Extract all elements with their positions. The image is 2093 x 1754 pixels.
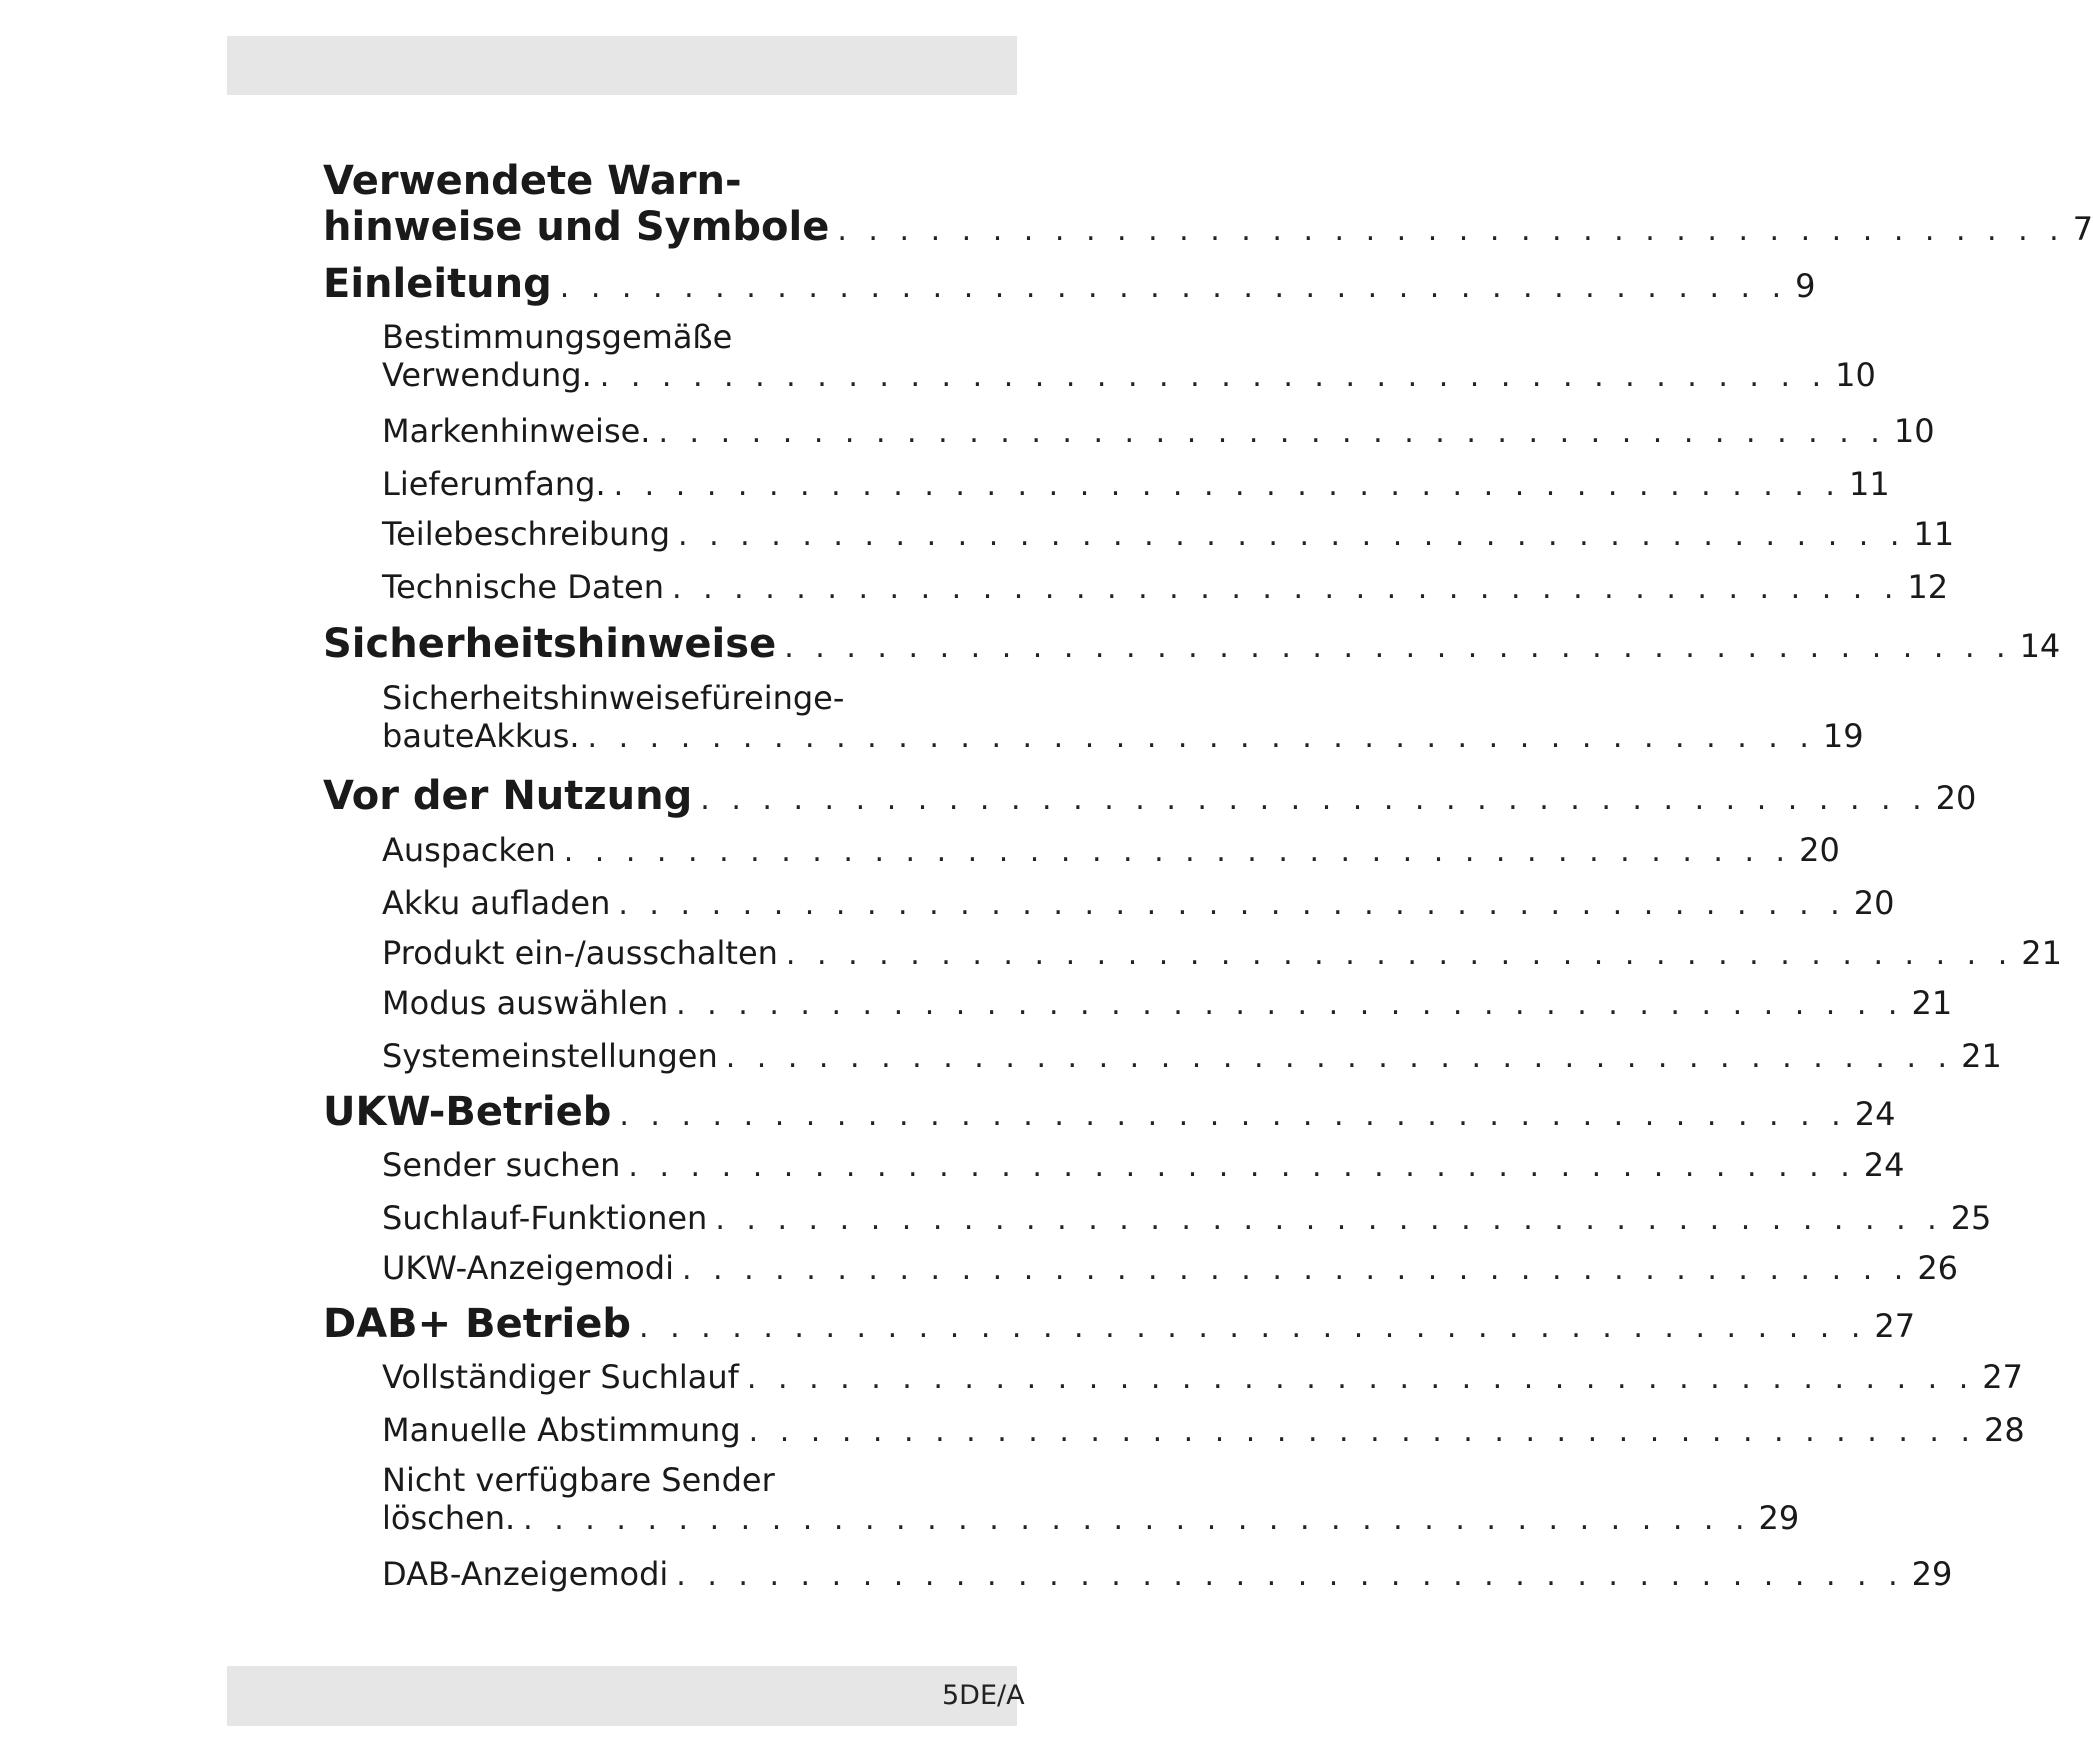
- toc-page-number: 24: [1863, 1146, 1905, 1184]
- toc-entry-teilebeschreibung[interactable]: [382, 515, 1955, 553]
- toc-page-number: 10: [1893, 412, 1935, 450]
- toc-leader-dots: . . . . . . . . . . . . . . . . . . . . . . . . . . . . . . . . . . . . . . . .: [837, 213, 2065, 248]
- toc-entry-title: löschen.: [382, 1499, 516, 1537]
- toc-entry-dab-betrieb[interactable]: [323, 1301, 1916, 1347]
- toc-leader-dots: . . . . . . . . . . . . . . . . . . . . . . . . . . . . . . . . . . . . . . . .: [746, 1361, 1975, 1396]
- toc-page-number: 20: [1935, 779, 1977, 817]
- toc-entry-title: Suchlauf-Funktionen: [382, 1199, 708, 1237]
- toc-entry-title: DAB-Anzeigemodi: [382, 1555, 669, 1593]
- toc-entry-title: Lieferumfang.: [382, 465, 606, 503]
- toc-page-number: 21: [2021, 934, 2062, 972]
- header-bar: [227, 36, 1017, 95]
- toc-entry-ukw-betrieb[interactable]: [323, 1089, 1896, 1135]
- toc-leader-dots: . . . . . . . . . . . . . . . . . . . . . . . . . . . . . . . . . . . . . . . .: [613, 468, 1841, 503]
- toc-entry-title: Systemeinstellungen: [382, 1037, 718, 1075]
- toc-page-number: 19: [1822, 717, 1864, 755]
- toc-entry-title: Technische Daten: [382, 568, 665, 606]
- toc-entry-title: Einleitung: [323, 261, 552, 307]
- toc-page-number: 28: [1984, 1411, 2025, 1449]
- toc-leader-dots: . . . . . . . . . . . . . . . . . . . . . . . . . . . . . . . . . . . . . . . .: [678, 518, 1906, 553]
- toc-entry-title: Markenhinweise.: [382, 412, 651, 450]
- toc-entry-markenhinweise[interactable]: [382, 412, 1935, 450]
- toc-page-number: 20: [1799, 831, 1840, 869]
- toc-entry-title: bauteAkkus.: [382, 717, 580, 755]
- toc-page-number: 10: [1835, 356, 1876, 394]
- toc-entry-akkus[interactable]: [382, 679, 1864, 755]
- toc-entry-systemeinstellungen[interactable]: [382, 1037, 2002, 1075]
- toc-entry-title: Teilebeschreibung: [382, 515, 671, 553]
- toc-entry-lieferumfang[interactable]: [382, 465, 1890, 503]
- toc-page-number: 27: [1874, 1307, 1916, 1345]
- toc-entry-auspacken[interactable]: [382, 831, 1840, 869]
- toc-entry-title: hinweise und Symbole: [323, 204, 830, 250]
- toc-entry-title: Akku aufladen: [382, 884, 611, 922]
- toc-page-number: 7: [2072, 210, 2093, 248]
- toc-leader-dots: . . . . . . . . . . . . . . . . . . . . . . . . . . . . . . . . . . . . . . . .: [639, 1310, 1867, 1345]
- toc-entry-modus-auswaehlen[interactable]: [382, 984, 1953, 1022]
- toc-entry-title: Sicherheitshinweise: [323, 621, 777, 667]
- toc-entry-title: Verwendung.: [382, 356, 592, 394]
- toc-entry-title: DAB+ Betrieb: [323, 1301, 632, 1347]
- toc-page-number: 14: [2019, 627, 2061, 665]
- toc-entry-title-line1: Nicht verfügbare Sender: [382, 1461, 775, 1499]
- toc-entry-title: UKW-Anzeigemodi: [382, 1249, 674, 1287]
- toc-entry-title: Modus auswählen: [382, 984, 669, 1022]
- toc-page-number: 11: [1848, 465, 1890, 503]
- toc-entry-warnhinweise[interactable]: [323, 158, 2093, 250]
- toc-leader-dots: . . . . . . . . . . . . . . . . . . . . . . . . . . . . . . . . . . . . . . . .: [618, 887, 1846, 922]
- toc-page-number: 12: [1907, 568, 1949, 606]
- toc-leader-dots: . . . . . . . . . . . . . . . . . . . . . . . . . . . . . . . . . . . . . . . .: [658, 415, 1886, 450]
- toc-page-number: 27: [1982, 1358, 2023, 1396]
- footer-bar: [227, 1666, 1025, 1726]
- toc-leader-dots: . . . . . . . . . . . . . . . . . . . . . . . . . . . . . . . . . . . . . . . .: [715, 1202, 1943, 1237]
- toc-entry-vollstaendiger-suchlauf[interactable]: [382, 1358, 2023, 1396]
- toc-page-number: 20: [1853, 884, 1895, 922]
- toc-page-number: 29: [1911, 1555, 1953, 1593]
- toc-entry-dab-anzeigemodi[interactable]: [382, 1555, 1953, 1593]
- toc-page-number: 11: [1913, 515, 1955, 553]
- toc-entry-sender-loeschen[interactable]: [382, 1461, 1800, 1537]
- toc-leader-dots: . . . . . . . . . . . . . . . . . . . . . . . . . . . . . . . . . . . . . . . .: [672, 571, 1900, 606]
- toc-leader-dots: . . . . . . . . . . . . . . . . . . . . . . . . . . . . . . . . . . . . . . . .: [523, 1502, 1751, 1537]
- toc-entry-title: Auspacken: [382, 831, 556, 869]
- toc-entry-title-line1: Verwendete Warn-: [323, 158, 742, 204]
- toc-entry-title: Vor der Nutzung: [323, 773, 693, 819]
- toc-entry-sicherheitshinweise[interactable]: [323, 621, 2061, 667]
- toc-leader-dots: . . . . . . . . . . . . . . . . . . . . . . . . . . . . . . . . . . . . . . . .: [676, 987, 1904, 1022]
- toc-leader-dots: . . . . . . . . . . . . . . . . . . . . . . . . . . . . . . . . . . . . . . . .: [785, 937, 2014, 972]
- toc-page-number: 29: [1758, 1499, 1800, 1537]
- toc-leader-dots: . . . . . . . . . . . . . . . . . . . . . . . . . . . . . . . . . . . . . . . .: [628, 1149, 1856, 1184]
- toc-entry-title: Sender suchen: [382, 1146, 621, 1184]
- toc-entry-ukw-anzeigemodi[interactable]: [382, 1249, 1959, 1287]
- toc-leader-dots: . . . . . . . . . . . . . . . . . . . . . . . . . . . . . . . . . . . . . . . .: [725, 1040, 1954, 1075]
- toc-page-number: 24: [1854, 1095, 1896, 1133]
- toc-entry-title: Produkt ein-/ausschalten: [382, 934, 778, 972]
- toc-entry-title: UKW-Betrieb: [323, 1089, 612, 1135]
- toc-leader-dots: . . . . . . . . . . . . . . . . . . . . . . . . . . . . . . . . . . . . . . . .: [748, 1414, 1976, 1449]
- toc-entry-technische-daten[interactable]: [382, 568, 1949, 606]
- toc-leader-dots: . . . . . . . . . . . . . . . . . . . . . . . . . . . . . . . . . . . . . . . .: [681, 1252, 1910, 1287]
- toc-leader-dots: . . . . . . . . . . . . . . . . . . . . . . . . . . . . . . . . . . . . . . . .: [619, 1098, 1847, 1133]
- toc-entry-title-line1: Bestimmungsgemäße: [382, 318, 733, 356]
- toc-entry-verwendung[interactable]: [382, 318, 1876, 394]
- toc-entry-sender-suchen[interactable]: [382, 1146, 1905, 1184]
- toc-entry-title-line1: Sicherheitshinweisefüreinge-: [382, 679, 845, 717]
- toc-entry-title: Manuelle Abstimmung: [382, 1411, 741, 1449]
- toc-page-number: 25: [1950, 1199, 1992, 1237]
- toc-leader-dots: . . . . . . . . . . . . . . . . . . . . . . . . . . . . . . . . . . . . . . . .: [700, 782, 1928, 817]
- toc-leader-dots: . . . . . . . . . . . . . . . . . . . . . . . . . . . . . . . . . . . . . . . .: [563, 834, 1792, 869]
- toc-entry-vor-der-nutzung[interactable]: [323, 773, 1977, 819]
- toc-leader-dots: . . . . . . . . . . . . . . . . . . . . . . . . . . . . . . . . . . . . . . . .: [599, 359, 1828, 394]
- toc-page-number: 26: [1917, 1249, 1959, 1287]
- toc-page-number: 21: [1961, 1037, 2002, 1075]
- toc-entry-title: Vollständiger Suchlauf: [382, 1358, 739, 1396]
- toc-entry-akku-aufladen[interactable]: [382, 884, 1895, 922]
- toc-leader-dots: . . . . . . . . . . . . . . . . . . . . . . . . . . . . . . . . . . . . . . . .: [676, 1558, 1904, 1593]
- toc-leader-dots: . . . . . . . . . . . . . . . . . . . . . . . . . . . . . . . . . . . . . . . .: [784, 630, 2012, 665]
- toc-entry-einleitung[interactable]: [323, 261, 1816, 307]
- page-footer-label: 5DE/A: [942, 1680, 1025, 1711]
- toc-entry-manuelle-abstimmung[interactable]: [382, 1411, 2025, 1449]
- toc-leader-dots: . . . . . . . . . . . . . . . . . . . . . . . . . . . . . . . . . . . . . . . .: [559, 270, 1788, 305]
- toc-page-number: 9: [1795, 267, 1816, 305]
- toc-entry-suchlauf-funktionen[interactable]: [382, 1199, 1992, 1237]
- toc-page-number: 21: [1911, 984, 1953, 1022]
- toc-entry-ein-ausschalten[interactable]: [382, 934, 2062, 972]
- toc-leader-dots: . . . . . . . . . . . . . . . . . . . . . . . . . . . . . . . . . . . . . . . .: [587, 720, 1815, 755]
